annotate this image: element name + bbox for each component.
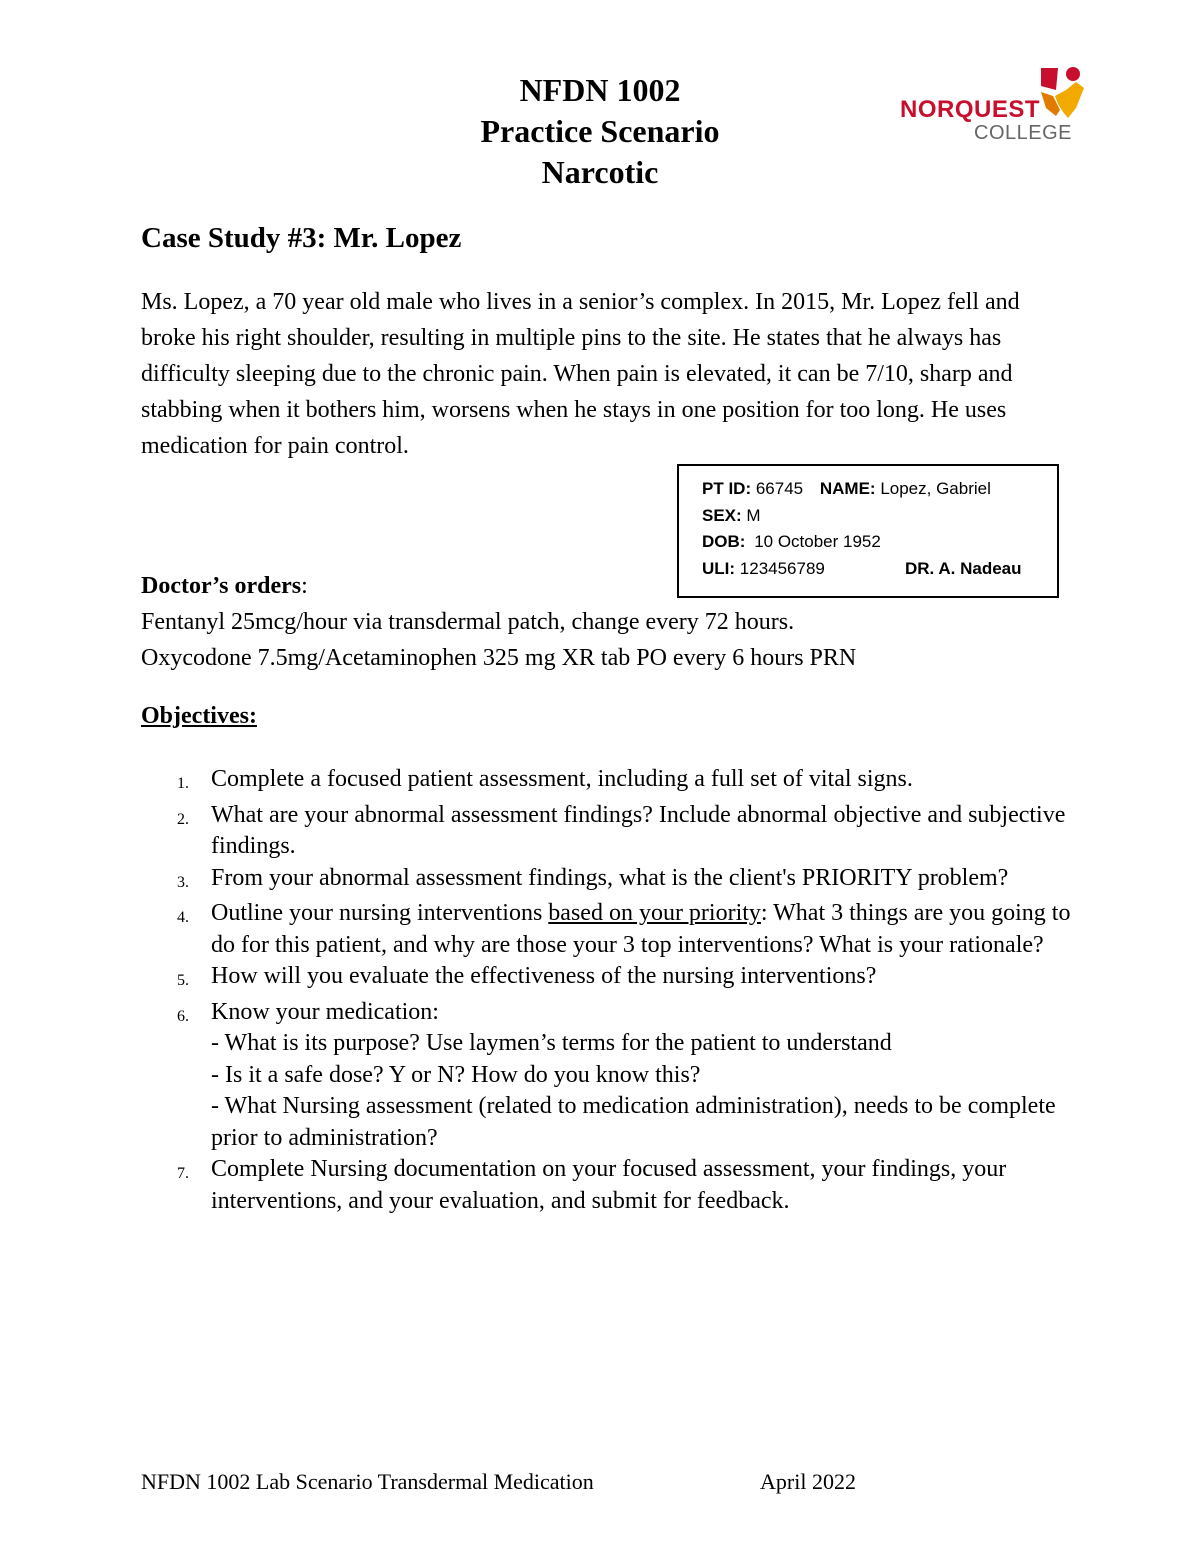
pt-sex-value: M (746, 506, 761, 525)
objective-number: 7. (177, 1165, 189, 1182)
objective-subitem: - What is its purpose? Use laymen’s terms for the patient to understand (211, 1030, 892, 1056)
order-line-fentanyl: Fentanyl 25mcg/hour via transdermal patch, change every 72 hours. (141, 609, 795, 635)
objectives-list (141, 764, 1081, 1217)
scenario-subtitle: Practice Scenario (480, 113, 720, 149)
pt-sex-line (702, 506, 761, 526)
pt-id-label: PT ID: (702, 479, 752, 498)
case-study-title: Case Study #3: Mr. Lopez (141, 222, 462, 254)
logo-name-line2: COLLEGE (974, 122, 1072, 144)
pt-name-value: Lopez, Gabriel (880, 479, 991, 498)
objective-item (141, 863, 1081, 899)
objective-item (141, 898, 1081, 961)
objective-text: From your abnormal assessment findings, what is the client's PRIORITY problem? (211, 864, 1009, 891)
logo-name-line1: NORQUEST (900, 96, 1041, 123)
case-description (141, 284, 1071, 464)
pt-id-value: 66745 (755, 479, 804, 498)
pt-dob-line (702, 532, 881, 552)
pt-doctor: DR. A. Nadeau (905, 559, 1022, 578)
footer-right: April 2022 (760, 1469, 856, 1494)
pt-doctor-line (905, 559, 1022, 579)
pt-dob-label: DOB: (702, 532, 746, 551)
objective-text-block (211, 997, 1081, 1155)
objective-number: 3. (177, 873, 189, 891)
objective-text-post: : What 3 things are you going to do for this patient, and why are those your 3 top interventions? What is your rationale? (211, 900, 1071, 958)
objective-text: What are your abnormal assessment findings? Include abnormal objective and subjective findings. (211, 801, 1066, 859)
objective-subitem: - What Nursing assessment (related to medication administration), needs to be complete prior to administration? (211, 1093, 1056, 1151)
objective-item (141, 764, 1081, 800)
objectives-heading: Objectives: (141, 703, 257, 729)
objective-text: Complete a focused patient assessment, including a full set of vital signs. (211, 766, 913, 792)
objective-number: 2. (177, 810, 189, 828)
scenario-topic: Narcotic (541, 154, 659, 190)
pt-sex-label: SEX: (702, 506, 742, 525)
objective-number: 1. (177, 775, 189, 792)
patient-id-box (677, 464, 1059, 598)
footer-left: NFDN 1002 Lab Scenario Transdermal Medication (141, 1469, 594, 1494)
objective-item (141, 1154, 1081, 1217)
pt-dob-value: 10 October 1952 (754, 532, 881, 551)
objective-number: 5. (177, 972, 189, 989)
objective-text-pre: Outline your nursing interventions (211, 900, 549, 926)
objective-text-underlined: based on your priority (548, 900, 761, 926)
course-title: NFDN 1002 (519, 72, 681, 108)
objective-number: 6. (177, 1007, 189, 1025)
doctors-orders-title: Doctor’s orders (141, 573, 302, 599)
objective-item (141, 961, 1081, 997)
pt-id-line (702, 479, 991, 499)
objective-item (141, 800, 1081, 863)
pt-uli-label: ULI: (702, 559, 736, 578)
doctors-orders-heading (141, 573, 308, 600)
objective-subitem: - Is it a safe dose? Y or N? How do you know this? (211, 1061, 701, 1088)
objective-text (211, 898, 1081, 961)
objective-text: How will you evaluate the effectiveness of the nursing interventions? (211, 963, 877, 989)
pt-uli-value: 123456789 (739, 559, 825, 578)
order-line-oxycodone: Oxycodone 7.5mg/Acetaminophen 325 mg XR tab PO every 6 hours PRN (141, 645, 857, 671)
objective-text: Know your medication: (211, 998, 439, 1025)
objective-number: 4. (177, 909, 189, 926)
objective-text: Complete Nursing documentation on your focused assessment, your findings, your interventions, and your evaluation, and submit for feedback. (211, 1156, 1007, 1214)
pt-uli-line (702, 559, 825, 579)
doctors-orders-colon: : (301, 573, 308, 599)
norquest-logo (898, 60, 1088, 150)
objective-item (141, 997, 1081, 1155)
pt-name-label: NAME: (819, 479, 876, 498)
case-paragraph: Ms. Lopez, a 70 year old male who lives in a senior’s complex. In 2015, Mr. Lopez fell and broke his right shoulder, resulting in multiple pins to the site. He states that he always has difficulty sleeping due to the chronic pain. When pain is elevated, it can be 7/10, sharp and stabbing when it bothers him, worsens when he stays in one position for too long. He uses medication for pain control. (141, 289, 1020, 459)
